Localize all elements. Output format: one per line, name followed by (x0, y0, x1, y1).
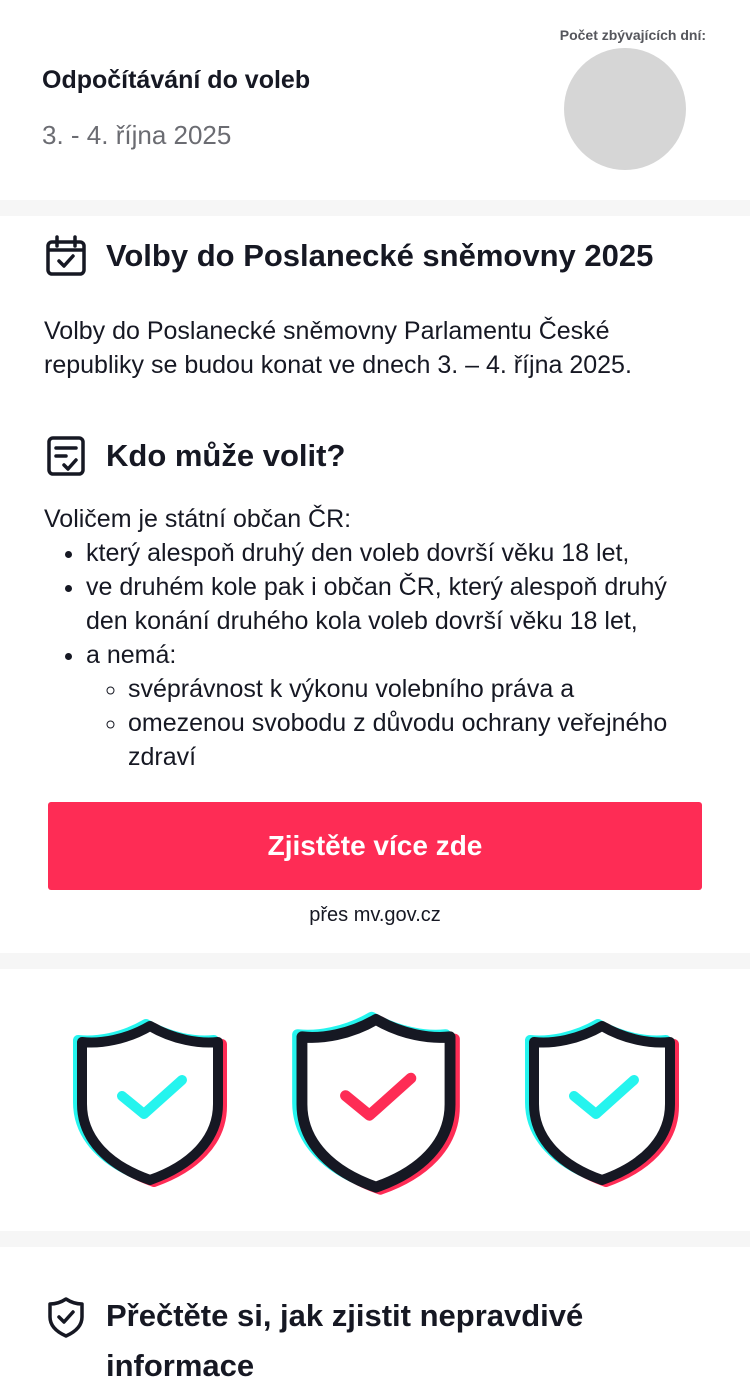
voters-sublist (86, 672, 706, 774)
shield-check-icon (288, 1002, 464, 1198)
list-item (86, 638, 706, 774)
election-date: 3. - 4. října 2025 (42, 120, 232, 150)
shield-check-icon (70, 1010, 230, 1190)
shields-illustration (0, 969, 750, 1231)
misinfo-section-header[interactable] (44, 1291, 706, 1391)
countdown-title: Odpočítávání do voleb (42, 66, 311, 94)
voters-heading: Kdo může volit? (106, 438, 346, 473)
learn-more-button[interactable]: Zjistěte více zde (48, 802, 702, 890)
shield-check-outline-icon (44, 1295, 88, 1339)
source-note: přes mv.gov.cz (309, 904, 441, 926)
shield-check-icon (522, 1010, 682, 1190)
calendar-check-icon (44, 234, 88, 278)
section-divider (0, 1231, 750, 1247)
checklist-icon (44, 434, 88, 478)
election-heading: Volby do Poslanecké sněmovny 2025 (106, 238, 654, 273)
voters-section-header (44, 434, 706, 478)
voters-section (0, 382, 750, 774)
election-section (0, 216, 750, 382)
list-item: ◦ omezenou svobodu z důvodu ochrany veřejného zdraví (128, 706, 706, 774)
section-divider (0, 200, 750, 216)
list-item-label: a nemá: (86, 641, 177, 669)
days-remaining-counter (564, 48, 686, 170)
days-remaining-label: Počet zbývajících dní: (559, 27, 706, 43)
misinfo-section (0, 1247, 750, 1391)
countdown-header (0, 0, 750, 200)
list-item: • ve druhém kole pak i občan ČR, který alespoň druhý den konání druhého kola voleb dovrší věku 18 let, (86, 570, 706, 638)
section-divider (0, 953, 750, 969)
misinfo-heading: Přečtěte si, jak zjistit nepravdivé informace (106, 1298, 584, 1383)
voters-intro: Voličem je státní občan ČR: (44, 505, 352, 533)
election-section-header (44, 234, 706, 278)
list-item: ◦ svéprávnost k výkonu volebního práva a (128, 672, 706, 706)
election-description: Volby do Poslanecké sněmovny Parlamentu České republiky se budou konat ve dnech 3. – 4. října 2025. (44, 317, 632, 379)
voters-list (44, 536, 706, 774)
list-item: • který alespoň druhý den voleb dovrší věku 18 let, (86, 536, 706, 570)
